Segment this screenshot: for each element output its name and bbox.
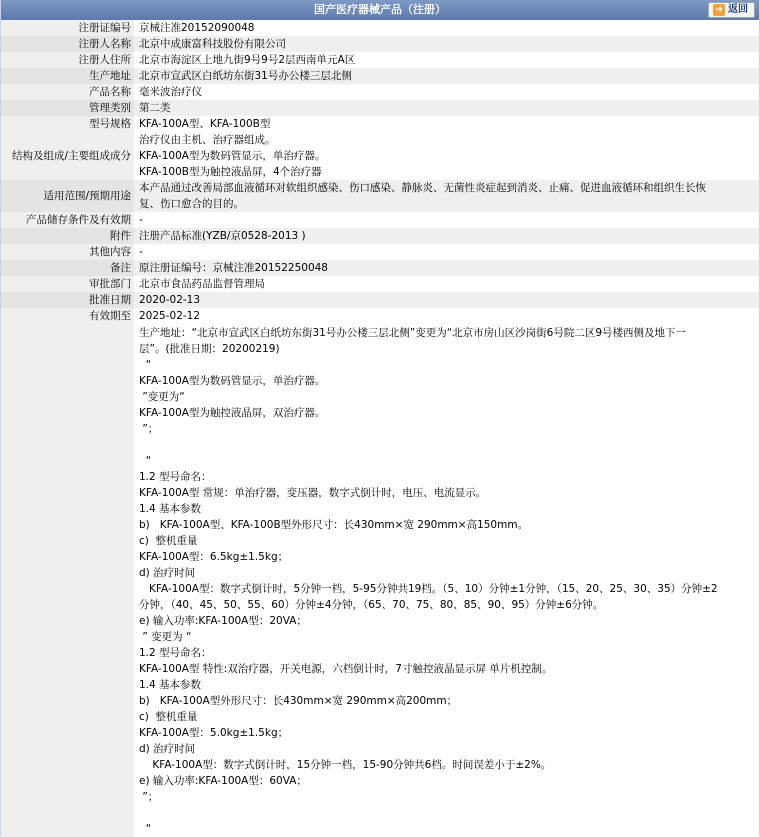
field-value: 北京市食品药品监督管理局 bbox=[139, 278, 265, 290]
arrow-right-icon: ➜ bbox=[713, 4, 725, 16]
field-value-scope bbox=[134, 180, 759, 212]
change-line: 1.4 基本参数 bbox=[139, 679, 202, 691]
change-line: ” 变更为 “ bbox=[139, 631, 192, 643]
field-value: 2020-02-13 bbox=[134, 292, 759, 308]
table-row bbox=[1, 292, 759, 308]
row-changes bbox=[1, 324, 759, 837]
field-value: 北京市宣武区白纸坊东街31号办公楼三层北侧 bbox=[134, 68, 759, 84]
table-row bbox=[1, 84, 759, 100]
change-line: “ bbox=[139, 823, 152, 835]
table-row bbox=[1, 100, 759, 116]
field-value-changes bbox=[134, 324, 759, 837]
field-label: 适用范围/预期用途 bbox=[1, 180, 134, 212]
back-button[interactable] bbox=[708, 2, 755, 18]
back-button-label: 返回 bbox=[728, 4, 748, 15]
field-label-changes bbox=[1, 324, 134, 837]
change-line bbox=[139, 805, 757, 821]
field-label: 批准日期 bbox=[1, 292, 134, 308]
structure-line: KFA-100A型为数码管显示，单治疗器。 bbox=[139, 150, 326, 162]
change-line: ”； bbox=[139, 423, 159, 435]
change-line: ”； bbox=[139, 791, 159, 803]
field-label: 有效期至 bbox=[1, 308, 134, 324]
field-value: - bbox=[139, 246, 143, 258]
field-value: KFA-100A型、KFA-100B型 bbox=[139, 118, 271, 130]
change-line: “ bbox=[139, 359, 152, 371]
change-line: c) 整机重量 bbox=[139, 711, 198, 723]
change-line: KFA-100A型：5.0kg±1.5kg； bbox=[139, 727, 289, 739]
field-value: 京械注准20152090048 bbox=[139, 22, 255, 34]
table-row bbox=[1, 20, 759, 36]
change-line: 1.4 基本参数 bbox=[139, 503, 202, 515]
scope-line: 本产品通过改善局部血液循环对软组织感染、伤口感染、静脉炎、无菌性炎症起到消炎、止痛、促进血液循环和组织生长恢 bbox=[139, 182, 706, 194]
field-label: 生产地址 bbox=[1, 68, 134, 84]
field-label: 产品储存条件及有效期 bbox=[1, 212, 134, 228]
field-label: 其他内容 bbox=[1, 244, 134, 260]
header-bar bbox=[1, 0, 759, 20]
change-line: “ bbox=[139, 455, 152, 467]
field-label: 附件 bbox=[1, 228, 134, 244]
table-row bbox=[1, 244, 759, 260]
field-value: 注册产品标准(YZB/京0528-2013 ) bbox=[134, 228, 759, 244]
row-structure bbox=[1, 132, 759, 180]
field-value: 毫米波治疗仪 bbox=[139, 86, 202, 98]
field-value: - bbox=[139, 214, 143, 226]
change-line: d) 治疗时间 bbox=[139, 743, 196, 755]
change-line: 1.2 型号命名： bbox=[139, 647, 212, 659]
structure-line: KFA-100B型为触控液晶屏，4个治疗器 bbox=[139, 166, 322, 178]
field-value: 第二类 bbox=[134, 100, 759, 116]
change-line: 分钟，（40、45、50、55、60）分钟±4分钟，（65、70、75、80、85、90、95）分钟±6分钟。 bbox=[139, 599, 604, 611]
field-label: 产品名称 bbox=[1, 84, 134, 100]
table-row bbox=[1, 116, 759, 132]
detail-table bbox=[1, 20, 759, 837]
change-line: ”变更为“ bbox=[139, 391, 185, 403]
table-row bbox=[1, 52, 759, 68]
field-label: 注册人名称 bbox=[1, 36, 134, 52]
change-line: e) 输入功率:KFA-100A型：60VA； bbox=[139, 775, 307, 787]
field-label: 管理类别 bbox=[1, 100, 134, 116]
field-value: 北京中成康富科技股份有限公司 bbox=[134, 36, 759, 52]
change-line: KFA-100A型：6.5kg±1.5kg； bbox=[139, 551, 289, 563]
table-row bbox=[1, 276, 759, 292]
change-line: 生产地址：“北京市宣武区白纸坊东街31号办公楼三层北侧”变更为“北京市房山区沙岗街6号院二区9号楼西侧及地下一 bbox=[139, 327, 687, 339]
change-line: c) 整机重量 bbox=[139, 535, 198, 547]
table-row bbox=[1, 260, 759, 276]
change-line: KFA-100A型 特性:双治疗器，开关电源，六档倒计时，7寸触控液晶显示屏 单片机控制。 bbox=[139, 663, 553, 675]
field-value: 原注册证编号：京械注准20152250048 bbox=[134, 260, 759, 276]
change-line: KFA-100A型 常规：单治疗器，变压器，数字式倒计时，电压、电流显示。 bbox=[139, 487, 487, 499]
change-line: 1.2 型号命名： bbox=[139, 471, 212, 483]
change-line: b) KFA-100A型、KFA-100B型外形尺寸：长430mm×宽 290mm×高150mm。 bbox=[139, 519, 529, 531]
change-line: KFA-100A型：数字式倒计时，15分钟一档，15-90分钟共6档。时间误差小于±2%。 bbox=[139, 759, 552, 771]
change-line: KFA-100A型：数字式倒计时，5分钟一档，5-95分钟共19档。（5、10）分钟±1分钟，（15、20、25、30、35）分钟±2 bbox=[139, 583, 718, 595]
change-line bbox=[139, 437, 757, 453]
change-line: d) 治疗时间 bbox=[139, 567, 196, 579]
structure-line: 治疗仪由主机、治疗器组成。 bbox=[139, 134, 276, 146]
table-row bbox=[1, 212, 759, 228]
field-value: 2025-02-12 bbox=[139, 310, 201, 322]
table-row bbox=[1, 68, 759, 84]
field-label: 备注 bbox=[1, 260, 134, 276]
field-label: 注册证编号 bbox=[1, 20, 134, 36]
table-row bbox=[1, 228, 759, 244]
field-label: 审批部门 bbox=[1, 276, 134, 292]
field-value: 北京市海淀区上地九街9号9号2层西南单元A区 bbox=[139, 54, 356, 66]
table-row bbox=[1, 308, 759, 324]
change-line: KFA-100A型为数码管显示，单治疗器。 bbox=[139, 375, 326, 387]
field-label: 型号规格 bbox=[1, 116, 134, 132]
field-label: 结构及组成/主要组成成分 bbox=[1, 132, 134, 180]
field-value-structure bbox=[134, 132, 759, 180]
table-row bbox=[1, 36, 759, 52]
change-line: 层”。(批准日期：20200219) bbox=[139, 343, 280, 355]
change-line: b) KFA-100A型外形尺寸：长430mm×宽 290mm×高200mm； bbox=[139, 695, 458, 707]
scope-line: 复、伤口愈合的目的。 bbox=[139, 198, 244, 210]
row-scope bbox=[1, 180, 759, 212]
change-line: KFA-100A型为触控液晶屏，双治疗器。 bbox=[139, 407, 326, 419]
field-label: 注册人住所 bbox=[1, 52, 134, 68]
change-line: e) 输入功率:KFA-100A型：20VA； bbox=[139, 615, 307, 627]
page-title: 国产医疗器械产品（注册） bbox=[314, 3, 446, 16]
